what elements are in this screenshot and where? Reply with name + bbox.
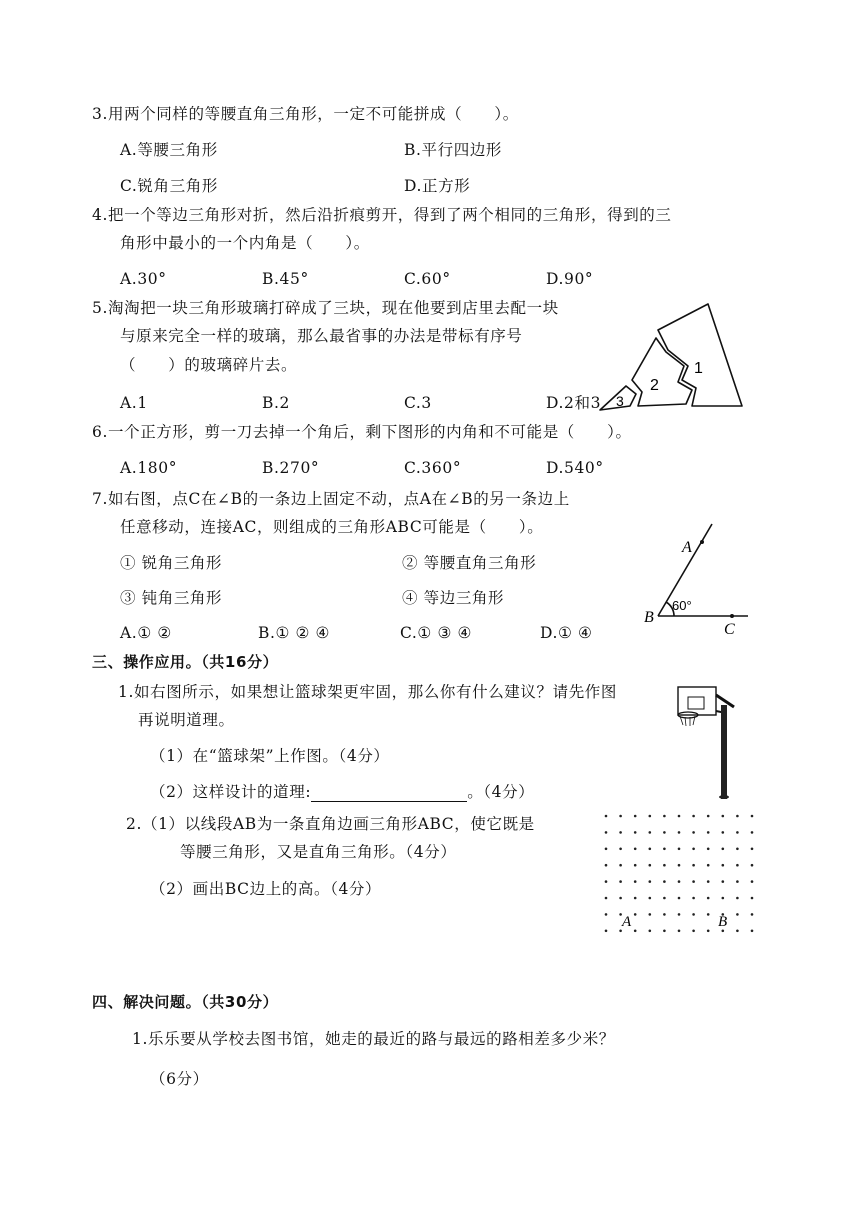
grid-dot (605, 880, 608, 883)
q3-option-b: B.平行四边形 (404, 141, 503, 159)
grid-dot (751, 897, 754, 900)
grid-dot (707, 897, 710, 900)
grid-dot (751, 815, 754, 818)
grid-dot (634, 815, 637, 818)
s3-p1-sub1: （1）在“篮球架”上作图。（4分） (150, 747, 390, 765)
grid-dot (751, 864, 754, 867)
grid-dot (692, 815, 695, 818)
broken-glass-figure (596, 300, 746, 412)
grid-dot (707, 913, 710, 916)
grid-dot (707, 831, 710, 834)
grid-dot (736, 848, 739, 851)
grid-dot (663, 913, 666, 916)
grid-dot (692, 913, 695, 916)
grid-dot (649, 848, 652, 851)
grid-dot (707, 848, 710, 851)
grid-dot (707, 864, 710, 867)
q7-stem-line1: 7.如右图，点C在∠B的一条边上固定不动，点A在∠B的另一条边上 (92, 490, 570, 508)
grid-dot (751, 831, 754, 834)
glass-label-1: 1 (694, 360, 703, 377)
answer-blank[interactable] (311, 785, 467, 802)
angle-label-a: A (682, 539, 692, 556)
q7-choice-4: ④ 等边三角形 (402, 589, 505, 607)
grid-dot (722, 864, 725, 867)
grid-dot (736, 880, 739, 883)
q4-stem-line1: 4.把一个等边三角形对折，然后沿折痕剪开，得到了两个相同的三角形，得到的三 (92, 206, 672, 224)
grid-dot (619, 864, 622, 867)
q6-option-b: B.270° (262, 459, 320, 477)
grid-dot (678, 913, 681, 916)
q7-option-d: D.① ④ (540, 624, 593, 642)
q6-stem: 6.一个正方形，剪一刀去掉一个角后，剩下图形的内角和不可能是（ ）。 (92, 423, 632, 441)
grid-dot (663, 880, 666, 883)
q5-stem-line3: （ ）的玻璃碎片去。 (120, 356, 298, 374)
grid-dot (751, 913, 754, 916)
grid-dot (692, 831, 695, 834)
q7-stem-line2: 任意移动，连接AC，则组成的三角形ABC可能是（ ）。 (120, 518, 544, 536)
s4-p1-line2: （6分） (150, 1070, 209, 1088)
grid-dot (707, 880, 710, 883)
angle-label-60: 60° (672, 598, 692, 613)
q4-option-b: B.45° (262, 270, 309, 288)
q5-option-c: C.3 (404, 394, 432, 412)
grid-dot (663, 930, 666, 933)
grid-dot (663, 864, 666, 867)
grid-dot (634, 848, 637, 851)
q5-stem-line1: 5.淘淘把一块三角形玻璃打碎成了三块，现在他要到店里去配一块 (92, 299, 559, 317)
q4-stem-line2: 角形中最小的一个内角是（ ）。 (120, 234, 370, 252)
q7-choice-1: ① 锐角三角形 (120, 554, 223, 572)
grid-dot (663, 897, 666, 900)
q4-option-a: A.30° (120, 270, 167, 288)
s3-p1-line2: 再说明道理。 (138, 711, 235, 729)
s3-p1-sub2 (150, 782, 534, 802)
grid-dot (605, 831, 608, 834)
grid-dot (736, 864, 739, 867)
grid-dot (619, 815, 622, 818)
grid-dot (649, 864, 652, 867)
grid-dot (722, 897, 725, 900)
q5-option-a: A.1 (120, 394, 148, 412)
grid-dot (663, 831, 666, 834)
glass-label-3: 3 (616, 393, 624, 409)
grid-dot (605, 864, 608, 867)
grid-dot (722, 848, 725, 851)
grid-dot (634, 880, 637, 883)
grid-dot (649, 897, 652, 900)
grid-dot (605, 913, 608, 916)
grid-dot (605, 897, 608, 900)
q7-option-b: B.① ② ④ (258, 624, 331, 642)
q3-option-c: C.锐角三角形 (120, 177, 218, 195)
s3-p2-line2: 等腰三角形，又是直角三角形。（4分） (180, 843, 457, 861)
q3-option-a: A.等腰三角形 (120, 141, 218, 159)
grid-dot (619, 831, 622, 834)
section-4-title: 四、解决问题。（共30分） (92, 993, 279, 1011)
q4-option-d: D.90° (546, 270, 594, 288)
grid-dot (678, 880, 681, 883)
grid-dot (619, 848, 622, 851)
grid-dot (692, 864, 695, 867)
grid-dot (736, 930, 739, 933)
grid-dot (634, 831, 637, 834)
grid-dot (678, 897, 681, 900)
grid-dot (649, 880, 652, 883)
grid-dot (678, 848, 681, 851)
q3-option-d: D.正方形 (404, 177, 471, 195)
s3-p1-sub2-post: 。（4分） (467, 783, 535, 801)
grid-dot (678, 930, 681, 933)
q7-option-c: C.① ③ ④ (400, 624, 472, 642)
q5-stem-line2: 与原来完全一样的玻璃，那么最省事的办法是带标有序号 (120, 327, 523, 345)
grid-dot (751, 880, 754, 883)
grid-dot (692, 880, 695, 883)
grid-dot (736, 913, 739, 916)
grid-dot (722, 815, 725, 818)
q5-option-b: B.2 (262, 394, 290, 412)
grid-dot (722, 880, 725, 883)
section-3-title: 三、操作应用。（共16分） (92, 653, 279, 671)
grid-dot (707, 930, 710, 933)
s3-p2-sub2: （2）画出BC边上的高。（4分） (150, 880, 382, 898)
grid-dot (722, 831, 725, 834)
q6-option-d: D.540° (546, 459, 604, 477)
grid-dot (663, 815, 666, 818)
grid-dot (692, 897, 695, 900)
grid-dot (678, 815, 681, 818)
basketball-hoop-figure (672, 683, 752, 801)
grid-label-a: A (622, 914, 632, 930)
grid-dot (634, 864, 637, 867)
q7-option-a: A.① ② (120, 624, 172, 642)
q3-stem: 3.用两个同样的等腰直角三角形，一定不可能拼成（ ）。 (92, 105, 519, 123)
grid-dot (649, 831, 652, 834)
grid-dot (751, 930, 754, 933)
grid-dot (634, 913, 637, 916)
q4-option-c: C.60° (404, 270, 451, 288)
grid-dot (678, 864, 681, 867)
grid-dot (634, 897, 637, 900)
grid-dot (649, 913, 652, 916)
dot-grid[interactable] (598, 808, 758, 938)
grid-dot (619, 880, 622, 883)
grid-dot (605, 848, 608, 851)
grid-dot (736, 831, 739, 834)
grid-dot (605, 930, 608, 933)
q7-choice-3: ③ 钝角三角形 (120, 589, 223, 607)
grid-dot (678, 831, 681, 834)
q7-choice-2: ② 等腰直角三角形 (402, 554, 537, 572)
grid-dot (619, 897, 622, 900)
grid-dot (692, 930, 695, 933)
s4-p1-line1: 1.乐乐要从学校去图书馆，她走的最近的路与最远的路相差多少米？ (132, 1030, 615, 1048)
angle-label-c: C (724, 621, 735, 638)
s3-p1-line1: 1.如右图所示，如果想让篮球架更牢固，那么你有什么建议？请先作图 (118, 683, 617, 701)
grid-dot (692, 848, 695, 851)
grid-dot (736, 815, 739, 818)
q6-option-c: C.360° (404, 459, 462, 477)
grid-dot (649, 815, 652, 818)
q6-option-a: A.180° (120, 459, 178, 477)
grid-dot (649, 930, 652, 933)
glass-label-2: 2 (650, 377, 659, 394)
grid-dot (634, 930, 637, 933)
s3-p2-line1: 2.（1）以线段AB为一条直角边画三角形ABC，使它既是 (126, 815, 535, 833)
angle-label-b: B (644, 609, 654, 626)
grid-dot (751, 848, 754, 851)
q5-option-d: D.2和3 (546, 394, 602, 412)
s3-p1-sub2-pre: （2）这样设计的道理: (150, 783, 312, 801)
grid-dot (736, 897, 739, 900)
grid-dot (605, 815, 608, 818)
grid-dot (707, 815, 710, 818)
grid-dot (663, 848, 666, 851)
grid-label-b: B (718, 914, 728, 930)
angle-figure (640, 518, 752, 638)
